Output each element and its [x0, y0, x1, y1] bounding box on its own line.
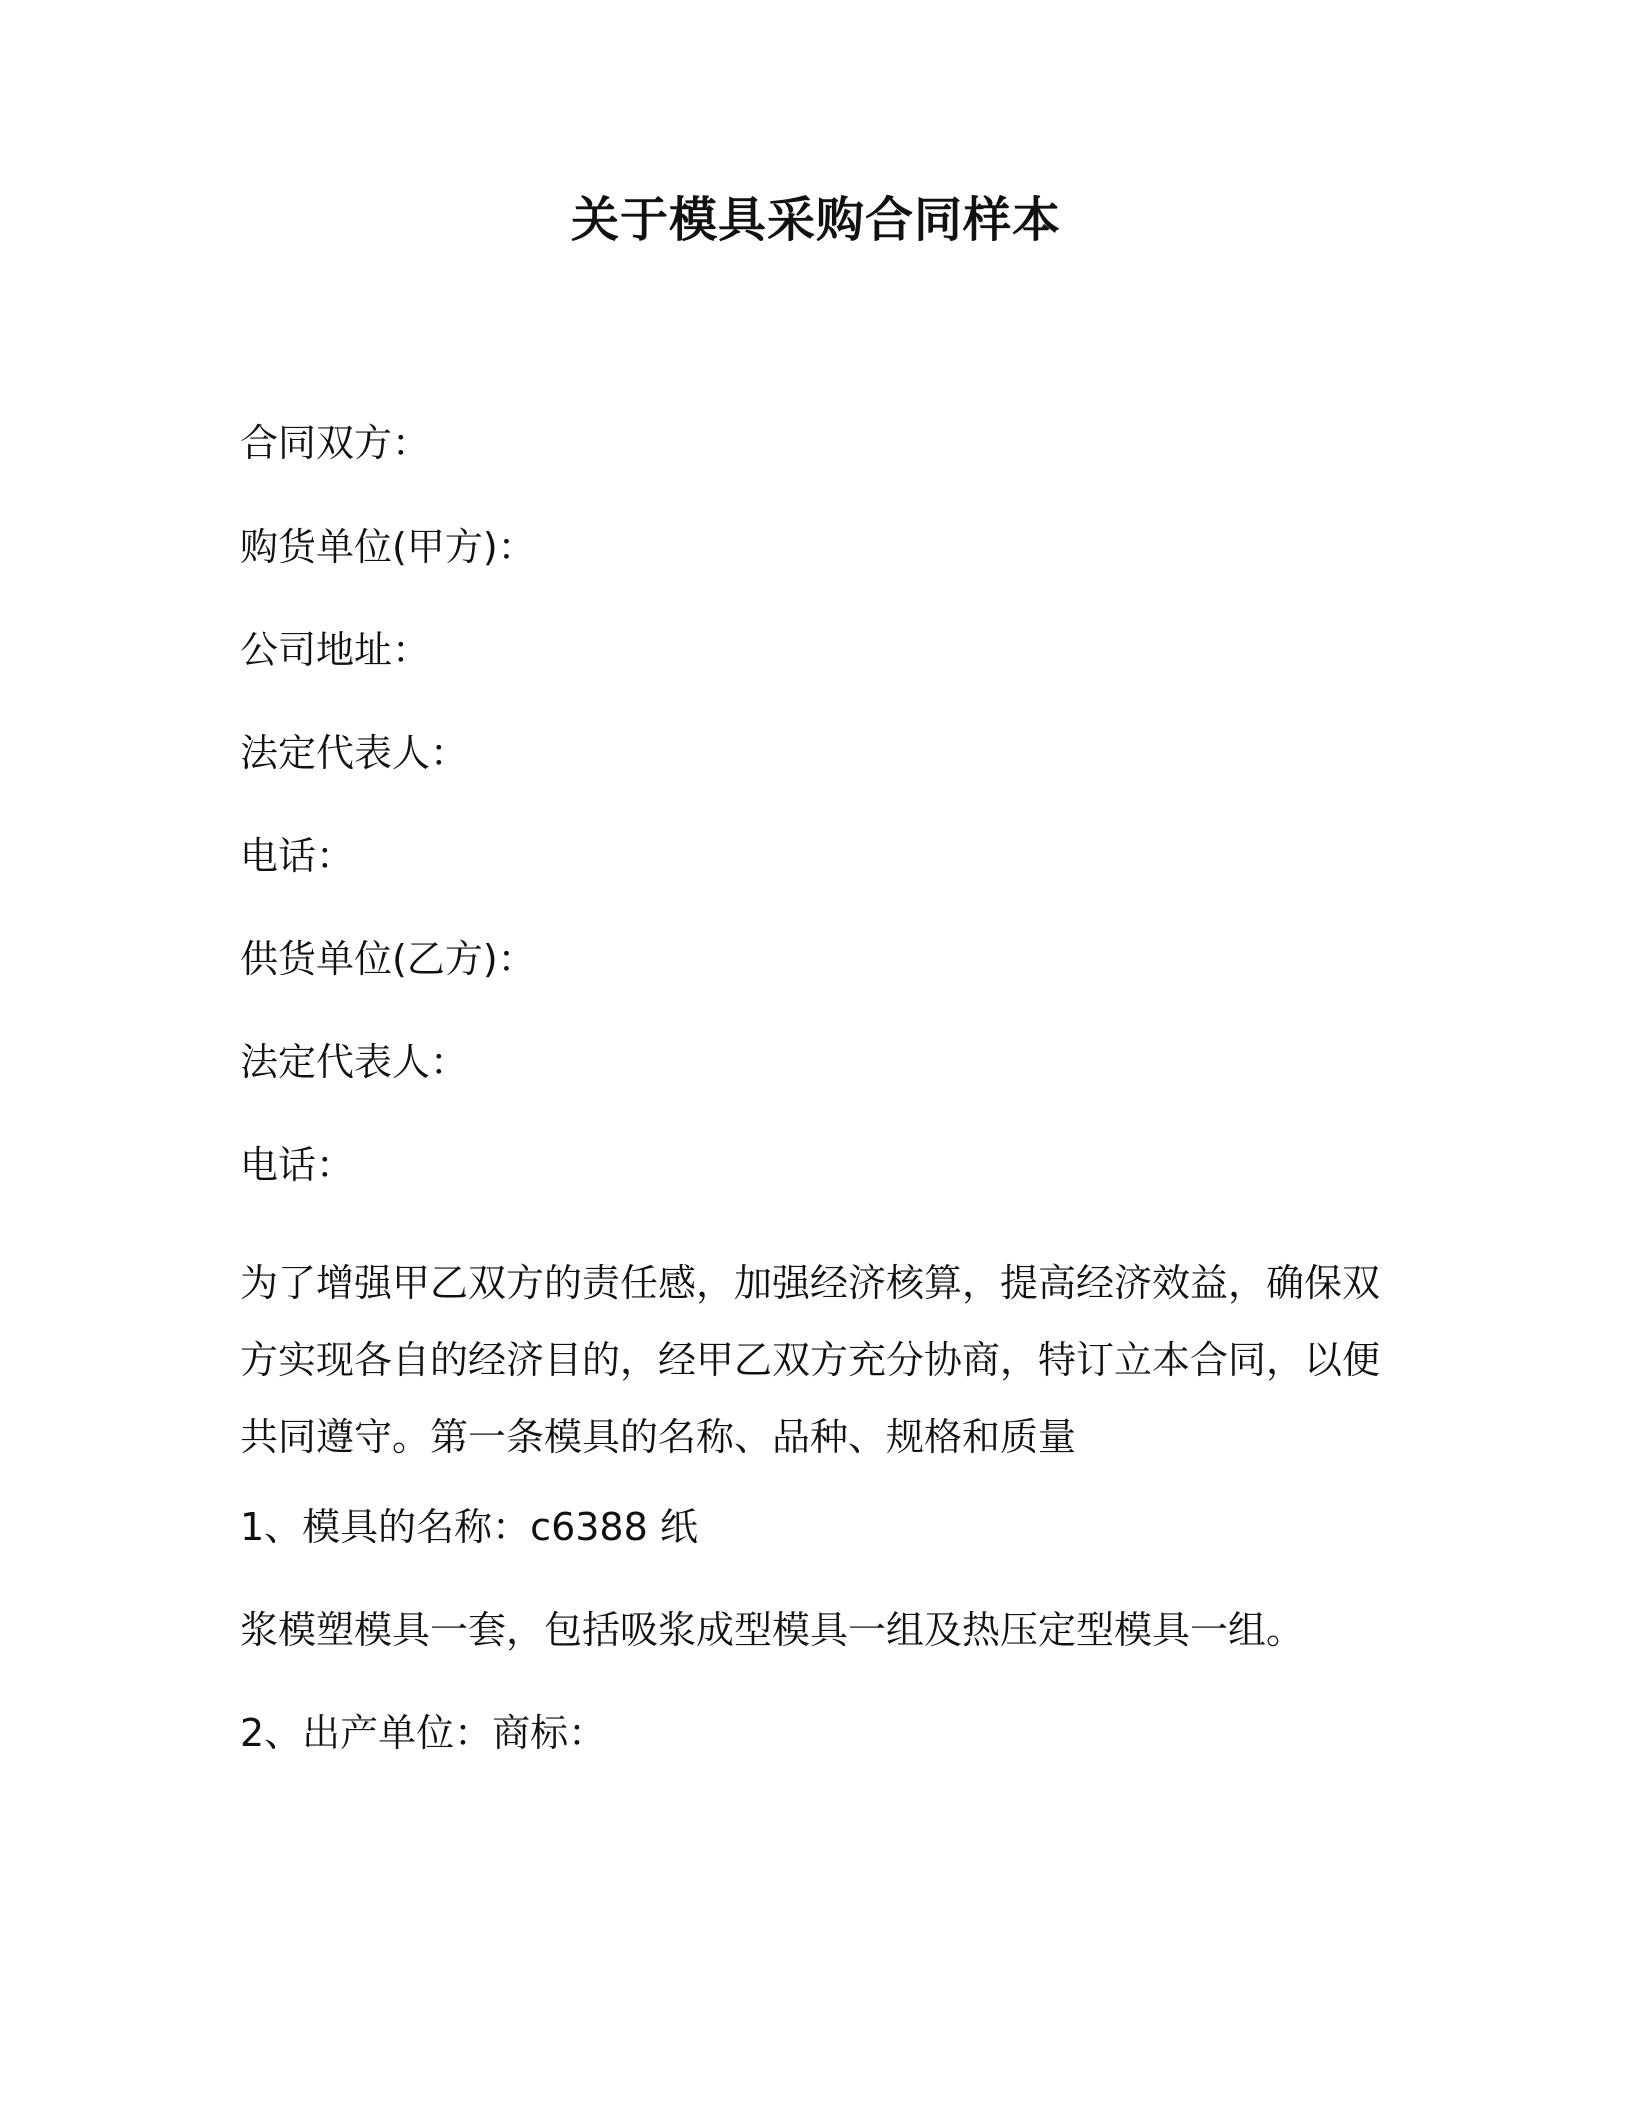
buyer-field: 购货单位(甲方)：: [240, 525, 536, 569]
mold-name-item: 1、模具的名称：c6388 纸: [240, 1505, 698, 1549]
intro-line: 方实现各自的经济目的，经甲乙双方充分协商，特订立本合同，以便: [240, 1338, 1381, 1382]
intro-line: 为了增强甲乙双方的责任感，加强经济核算，提高经济效益，确保双: [240, 1261, 1381, 1305]
document-title: 关于模具采购合同样本: [570, 192, 1061, 248]
mold-description: 浆模塑模具一套，包括吸浆成型模具一组及热压定型模具一组。: [240, 1608, 1305, 1652]
company-address-field: 公司地址：: [240, 628, 431, 672]
intro-line: 共同遵守。第一条模具的名称、品种、规格和质量: [240, 1415, 1077, 1459]
supplier-phone-field: 电话：: [240, 1143, 355, 1187]
supplier-legal-representative-field: 法定代表人：: [240, 1040, 469, 1084]
manufacturer-item: 2、出产单位：商标：: [240, 1711, 607, 1755]
supplier-field: 供货单位(乙方)：: [240, 937, 536, 981]
legal-representative-field: 法定代表人：: [240, 731, 469, 775]
parties-label: 合同双方：: [240, 421, 431, 465]
intro-paragraph: [240, 1245, 1381, 1476]
phone-field: 电话：: [240, 834, 355, 878]
